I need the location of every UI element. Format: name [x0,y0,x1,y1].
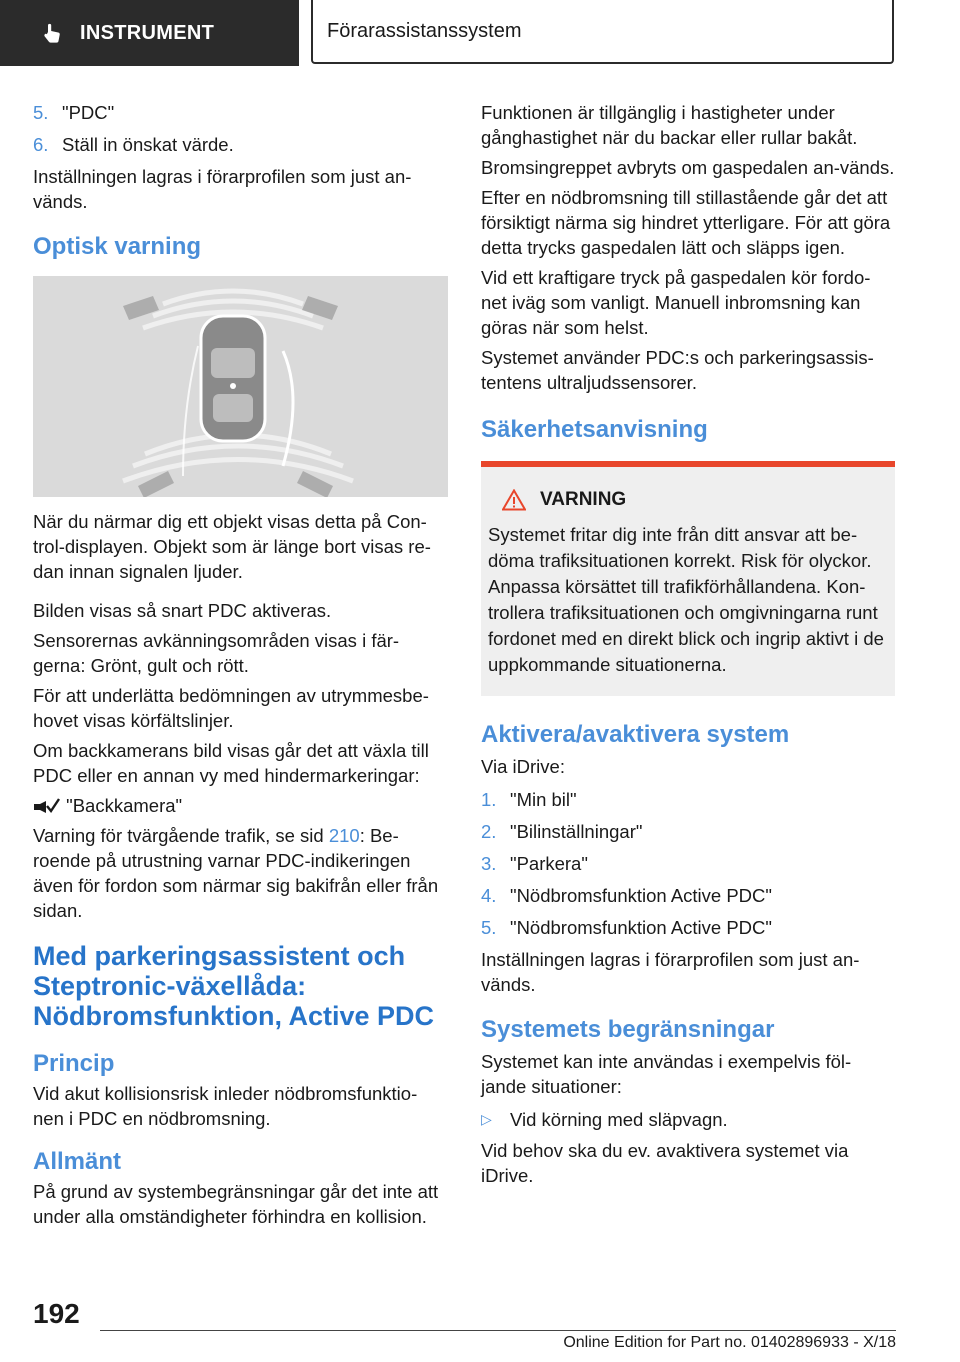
heading-optical-warning: Optisk varning [33,233,202,260]
heading-emergency-brake: Med parkeringsassistent och Steptronic-växellåda: Nödbromsfunktion, Active PDC [33,941,435,1031]
heading-principle: Princip [33,1050,115,1077]
section-label: INSTRUMENT [80,21,215,44]
cross-traffic-text: Varning för tvärgående trafik, se sid [33,825,329,846]
step-number: 6. [33,134,49,155]
via-idrive: Via iDrive: [481,756,565,777]
warning-text: Systemet fritar dig inte från ditt ansvar att be-döma trafiksituationen korrekt. Risk för olyckor. Anpassa körsättet till trafikförhållandena. Kon-trollera trafiksituationen och omgivningarna runt fordonet med en direkt blick och ingrip aktivt i de uppkommande situationerna. [488,524,884,675]
step-number: 3. [481,853,497,874]
warning-title-row [488,487,888,512]
page-link-210[interactable]: 210 [328,825,360,846]
paragraph-availability: Funktionen är tillgänglig i hastigheter under gånghastighet när du backar eller rullar bakåt. [481,102,858,148]
step-text: "Nödbromsfunktion Active PDC" [510,917,772,938]
step-text: "Bilinställningar" [510,821,643,842]
heading-general: Allmänt [33,1148,122,1175]
list-item [33,100,448,125]
step-text: Ställ in önskat värde. [62,134,234,155]
list-item [481,819,895,844]
hand-pointer-icon [40,21,64,45]
camera-option [33,793,448,818]
step-number: 5. [481,917,497,938]
step-number: 5. [33,102,49,123]
step-number: 2. [481,821,497,842]
heading-limitations: Systemets begränsningar [481,1016,775,1043]
camera-label: "Backkamera" [66,795,183,816]
heading-safety: Säkerhetsanvisning [481,416,708,443]
warning-title: VARNING [540,489,627,510]
paragraph-deactivate: Vid behov ska du ev. avaktivera systemet via iDrive. [481,1140,849,1186]
reverse-camera-icon [33,797,61,817]
paragraph-abort: Bromsingreppet avbryts om gaspedalen an-vänds. [481,157,895,178]
list-item [481,851,895,876]
warning-box [481,461,895,696]
list-item [481,1107,895,1132]
step-number: 1. [481,789,497,810]
paragraph-principle: Vid akut kollisionsrisk inleder nödbromsfunktio-nen i PDC en nödbromsning. [33,1083,418,1129]
paragraph-sensors: Sensorernas avkänningsområden visas i fär-gerna: Grönt, gult och rött. [33,630,400,676]
paragraph-image: Bilden visas så snart PDC aktiveras. [33,600,332,621]
step-text: "Nödbromsfunktion Active PDC" [510,885,772,906]
edition-note: Online Edition for Part no. 01402896933 - X/18 [563,1334,896,1351]
step-text: "Parkera" [510,853,588,874]
bullet-text: Vid körning med släpvagn. [510,1109,728,1130]
paragraph-after-stop: Efter en nödbromsning till stillastående går det att försiktigt närma sig hindret ytterligare. För att göra detta trycks gaspedalen lätt och släpps igen. [481,187,891,258]
bullet-triangle-icon: ▷ [481,1111,492,1127]
warning-triangle-icon [502,489,526,511]
pdc-display-illustration [33,276,448,497]
chapter-title: Förarassistanssystem [327,19,522,42]
right-column [481,100,895,1193]
section-tab [0,0,299,66]
paragraph-approach: När du närmar dig ett objekt visas detta på Con-trol-displayen. Objekt som är länge bort visas re-dan innan signalen ljuder. [33,511,431,582]
saved-note: Inställningen lagras i förarprofilen som just an-vänds. [481,949,860,995]
paragraph-camera: Om backkamerans bild visas går det att växla till PDC eller en annan vy med hindermarkeringar: [33,740,429,786]
page-number: 192 [33,1298,80,1329]
step-text: "PDC" [62,102,115,123]
paragraph-lanes: För att underlätta bedömningen av utrymmesbe-hovet visas körfältslinjer. [33,685,429,731]
step-text: "Min bil" [510,789,577,810]
paragraph-accelerator: Vid ett kraftigare tryck på gaspedalen kör fordo-net iväg som vanligt. Manuell inbromsning kan göras när som helst. [481,267,871,338]
chapter-header [311,0,894,64]
list-item [481,787,895,812]
saved-note: Inställningen lagras i förarprofilen som just an-vänds. [33,166,412,212]
paragraph-general: På grund av systembegränsningar går det inte att under alla omständigheter förhindra en kollision. [33,1181,439,1227]
paragraph-cross-traffic [33,823,448,923]
paragraph-limitations: Systemet kan inte användas i exempelvis föl-jande situationer: [481,1051,852,1097]
cross-traffic-text-cont: : Be-roende på utrustning varnar PDC-indikeringen även för fordon som närmar sig bakifrån eller från sidan. [33,825,439,921]
paragraph-sensors-used: Systemet använder PDC:s och parkeringsassis-tentens ultraljudssensorer. [481,347,874,393]
step-number: 4. [481,885,497,906]
footer-divider [100,1330,896,1331]
list-item [481,915,895,940]
list-item [481,883,895,908]
list-item [33,132,448,157]
left-column [33,100,448,1234]
heading-activate: Aktivera/avaktivera system [481,721,790,748]
